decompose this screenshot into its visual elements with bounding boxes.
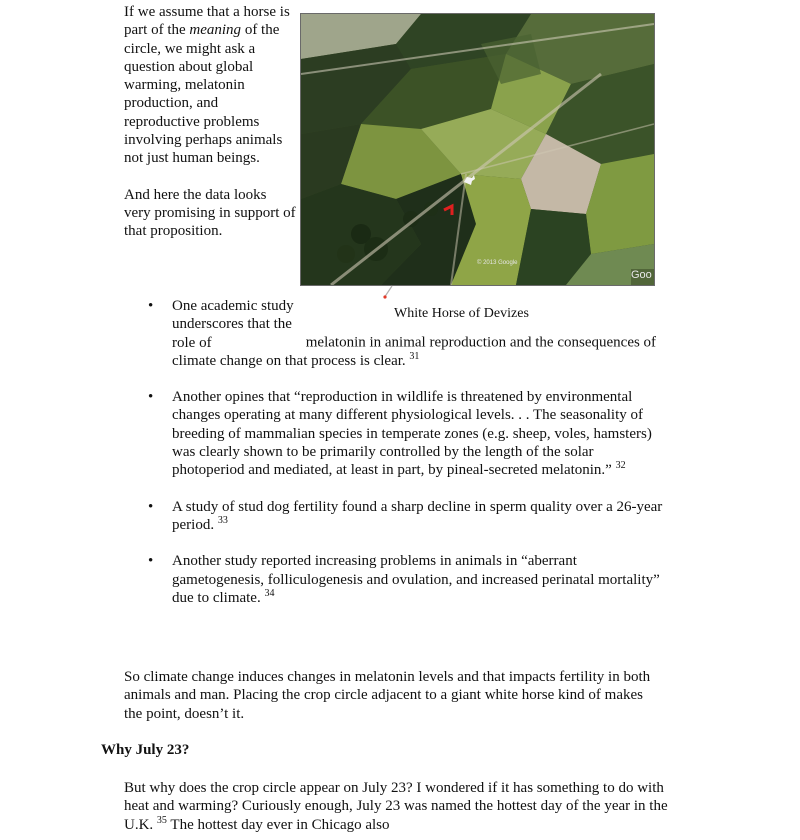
- list-item: [148, 498, 668, 535]
- footnote-ref: 33: [217, 514, 228, 526]
- footnote-ref: 32: [615, 460, 626, 472]
- bullet-dot: •: [148, 553, 154, 570]
- bullet-1-text-b: melatonin in animal reproduction and the consequences of climate change on that process is clear.: [172, 334, 657, 369]
- bullet-2-text: Another opines that “reproduction in wildlife is threatened by environmental changes operating at many different physiological levels. . . The seasonality of breeding of mammalian species in temperate zones (e.g. sheep, voles, hamsters) was clearly shown to be primarily controlled by the length of the solar photoperiod and mediated, at least in part, by pineal-secreted melatonin.”: [172, 389, 652, 479]
- bullet-list: [148, 297, 668, 625]
- bullet-dot: •: [148, 298, 154, 314]
- map-credit-text: © 2013 Google: [477, 260, 518, 266]
- footnote-ref: 35: [156, 814, 167, 826]
- footnote-ref: 31: [409, 350, 420, 362]
- bullet-4-text: Another study reported increasing problems in animals in “aberrant gametogenesis, folliculogenesis and ovulation, and increased perinatal mortality” due to climate.: [172, 553, 660, 606]
- italic-meaning: meaning: [189, 22, 242, 39]
- intro-paragraph-2: And here the data looks very promising in support of that proposition.: [124, 186, 296, 240]
- intro-text: [124, 3, 296, 259]
- conclusion-paragraph: So climate change induces changes in melatonin levels and that impacts fertility in both animals and man. Placing the crop circle adjacent to a giant white horse kind of makes the point, doesn’t it.: [124, 669, 651, 722]
- footnote-ref: 34: [264, 587, 275, 599]
- bullet-dot: •: [148, 498, 154, 515]
- list-item: [148, 297, 668, 370]
- bullet-dot: •: [148, 389, 154, 406]
- bullet-3-text: A study of stud dog fertility found a sharp decline in sperm quality over a 26-year period.: [172, 498, 663, 533]
- list-item: [148, 552, 668, 607]
- aerial-photo-drawing: [301, 14, 654, 285]
- intro-paragraph-1: If we assume that a horse is part of the meaning of the circle, we might ask a question about global warming, melatonin production, and reproductive problems involving perhaps animals not just human beings.: [124, 4, 290, 167]
- google-watermark: Goo: [631, 269, 652, 281]
- aerial-photo: [300, 13, 655, 286]
- image-caption: White Horse of Devizes: [394, 306, 529, 321]
- bullet-1-text-a: One academic study underscores that the role of: [172, 298, 294, 351]
- list-item: [148, 388, 668, 479]
- section-heading: Why July 23?: [101, 742, 190, 758]
- last-paragraph: But why does the crop circle appear on July 23? I wondered if it has something to do with heat and warming? Curiously enough, July 23 was named the hottest day of the year in the U.K. $^{35}$ The hottest day ever in Chicago also: [124, 780, 668, 833]
